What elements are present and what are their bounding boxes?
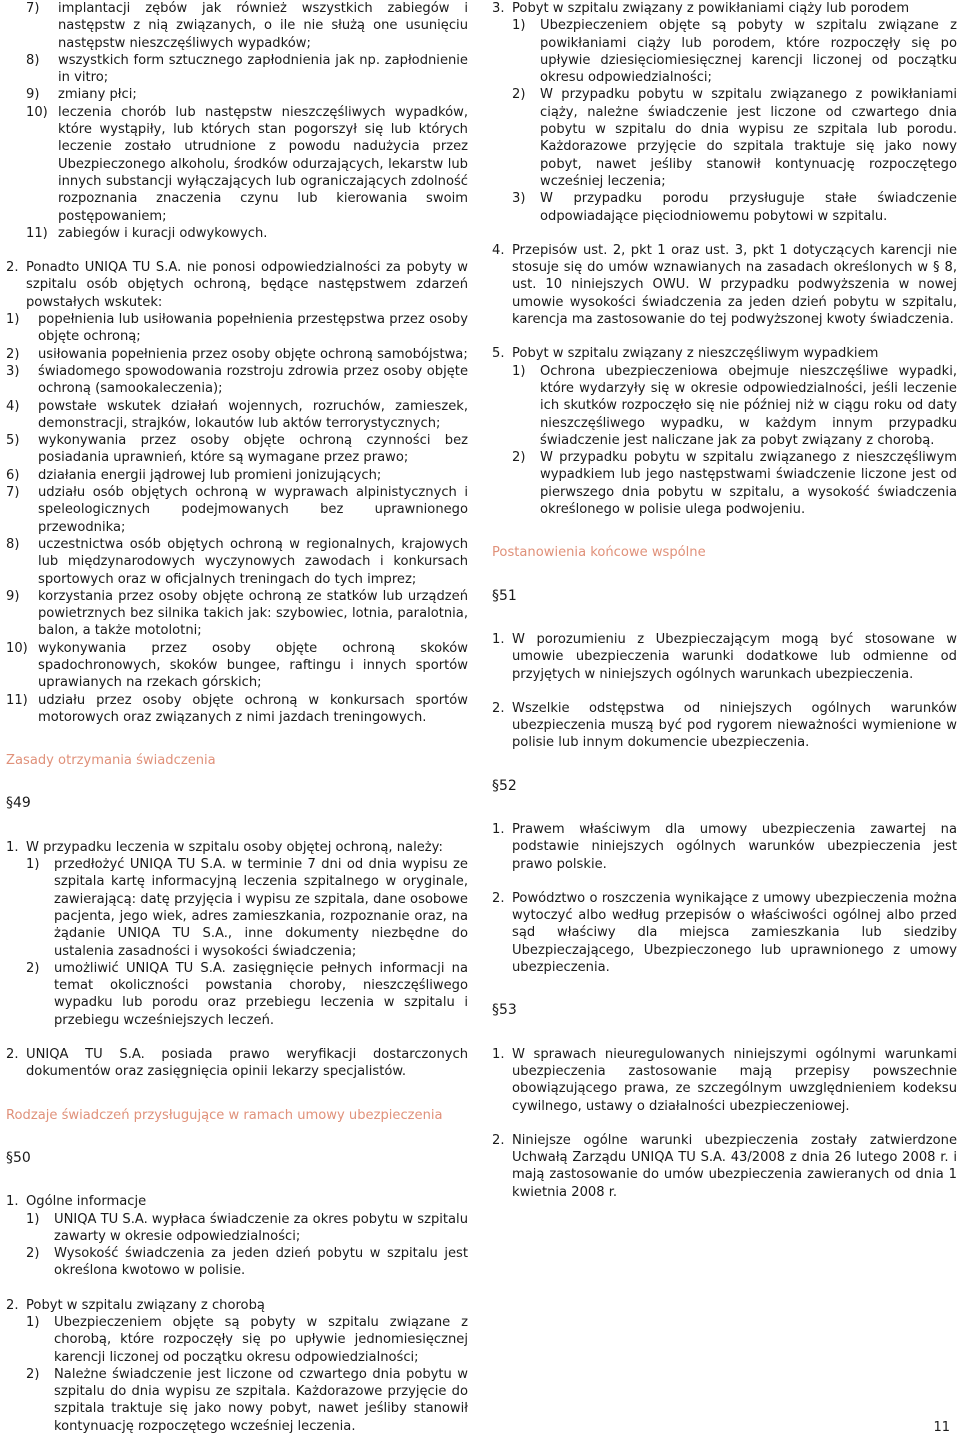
item-number: 1) (26, 857, 40, 873)
clause-text: Prawem właściwym dla umowy ubezpieczenia zawartej na podstawie niniejszych ogólnych warunków ubezpieczenia jest prawo polskie. (512, 821, 957, 872)
item-text: wykonywania przez osoby objęte ochroną czynności bez posiadania uprawnień, które są wymagane przez prawo; (38, 433, 468, 466)
list (26, 0, 468, 242)
clause-number: 2. (492, 890, 505, 906)
clause-number: 2. (492, 700, 505, 716)
list (512, 363, 957, 519)
item-text: świadomego spowodowania rozstroju zdrowia przez osoby objęte ochroną (samookaleczenia); (38, 363, 468, 397)
clause (492, 1046, 957, 1115)
item-text: W przypadku porodu przysługuje stałe świadczenie odpowiadające pięciodniowemu pobytowi w szpitalu. (540, 191, 957, 224)
item-number: 4) (6, 398, 20, 414)
item-text: udziału osób objętych ochroną w wyprawach alpinistycznych i speleologicznych podejmowanych bez uprawnionego przewodnika; (38, 485, 468, 535)
item-text: zabiegów i kuracji odwykowych. (58, 225, 268, 241)
clause (492, 1132, 957, 1201)
item-number: 1) (512, 18, 526, 34)
clause-text: Niniejsze ogólne warunki ubezpieczenia zostały zatwierdzone Uchwałą Zarządu UNIQA TU S.A. 43/2008 z dnia 26 lutego 2008 r. i mają zastosowanie do umów ubezpieczenia zawieranych od dnia 1 kwietnia 2008 r. (512, 1132, 957, 1200)
paragraph-number: §49 (6, 795, 31, 812)
list-item (26, 0, 468, 52)
list-item (26, 104, 468, 225)
clause-number: 5. (492, 346, 505, 362)
item-number: 7) (6, 485, 20, 501)
clause-number: 3. (492, 1, 505, 16)
section-heading: Zasady otrzymania świadczenia (6, 753, 216, 769)
list-item (512, 190, 957, 225)
clause (6, 839, 468, 856)
item-number: 7) (26, 1, 40, 16)
item-text: usiłowania popełnienia przez osoby objęte ochroną samobójstwa; (38, 346, 468, 362)
section-heading: Rodzaje świadczeń przysługujące w ramach umowy ubezpieczenia (6, 1107, 443, 1123)
item-text: UNIQA TU S.A. wypłaca świadczenie za okres pobytu w szpitalu zawarty w okresie odpowiedzialności; (54, 1211, 468, 1244)
list-item (26, 1314, 468, 1366)
item-number: 10) (6, 640, 28, 656)
clause (492, 890, 957, 976)
page-number: 11 (933, 1419, 950, 1435)
clause-text: Pobyt w szpitalu związany z nieszczęśliwym wypadkiem (512, 346, 879, 362)
list-item (512, 449, 957, 518)
clause-text: Pobyt w szpitalu związany z powikłaniami ciąży lub porodem (512, 1, 910, 16)
list (6, 311, 468, 726)
clause-text: Powództwo o roszczenia wynikające z umowy ubezpieczenia można wytoczyć albo według przepisów o właściwości ogólnej albo przed sąd właściwy dla miejsca zamieszkania lub siedziby Ubezpieczającego, Ubezpieczonego lub uprawnionego z umowy ubezpieczenia. (512, 890, 957, 976)
list-item (6, 432, 468, 467)
list-item (6, 640, 468, 692)
clause (492, 345, 957, 362)
list-item (6, 311, 468, 346)
list-item (512, 17, 957, 86)
clause (6, 1297, 468, 1314)
item-number: 11) (6, 692, 28, 708)
clause-number: 1. (492, 1046, 505, 1062)
item-text: Ubezpieczeniem objęte są pobyty w szpitalu związane z powikłaniami ciąży lub porodem, które rozpoczęły się po upływie dziesięciomiesięcznej karencji liczonej od początku okresu odpowiedzialności; (540, 18, 957, 86)
list-item (26, 1211, 468, 1246)
clause (6, 259, 468, 311)
clause-number: 1. (6, 839, 19, 855)
list-item (26, 86, 468, 103)
clause-number: 2. (6, 1047, 19, 1063)
item-number: 2) (6, 346, 20, 362)
list (26, 1211, 468, 1280)
clause-text: UNIQA TU S.A. posiada prawo weryfikacji dostarczonych dokumentów oraz zasięgnięcia opinii lekarzy specjalistów. (26, 1047, 468, 1080)
item-number: 2) (26, 1366, 40, 1382)
clause-number: 1. (492, 631, 505, 647)
item-number: 5) (6, 433, 20, 449)
clause-text: W sprawach nieuregulowanych niniejszymi ogólnymi warunkami ubezpieczenia zastosowanie mają przepisy powszechnie obowiązującego prawa, ze szczególnym uwzględnieniem kodeksu cywilnego, ustawy o działalności ubezpieczeniowej. (512, 1046, 957, 1114)
item-text: powstałe wskutek działań wojennych, rozruchów, zamieszek, demonstracji, strajków, lokautów lub aktów terrorystycznych; (38, 398, 468, 431)
list-item (6, 363, 468, 398)
item-number: 9) (26, 87, 40, 103)
clause-text: Przepisów ust. 2, pkt 1 oraz ust. 3, pkt 1 dotyczących karencji nie stosuje się do umów wznawianych na zasadach określonych w § 8, ust. 10 niniejszych OWU. W przypadku podwyższenia w nowej umowie wysokości świadczenia za jeden dzień pobytu w szpitalu, karencja ma zastosowanie do tej podwyższonej kwoty świadczenia. (512, 242, 957, 328)
list-item (6, 588, 468, 640)
item-text: implantacji zębów jak również wszystkich zabiegów i następstw z nią związanych, o ile nie służą one usunięciu następstw nieszczęśliwych wypadków; (58, 1, 468, 51)
item-number: 2) (26, 1246, 40, 1262)
item-number: 10) (26, 104, 48, 120)
item-text: W przypadku pobytu w szpitalu związanego z nieszczęśliwym wypadkiem lub jego następstwami świadczenie liczone jest od pierwszego dnia pobytu w szpitalu, a wysokość świadczenia określonego w polisie ulega podwojeniu. (540, 450, 957, 518)
list-item (6, 692, 468, 727)
list-item (6, 398, 468, 433)
paragraph-number: §52 (492, 777, 517, 794)
item-number: 1) (6, 312, 20, 328)
paragraph-number: §51 (492, 587, 517, 604)
list-item (26, 52, 468, 87)
list (512, 17, 957, 225)
item-number: 2) (512, 87, 526, 103)
clause-text: W porozumieniu z Ubezpieczającym mogą być stosowane w umowie ubezpieczenia warunki dodatkowe lub odmienne od przyjętych w niniejszych ogólnych warunkach ubezpieczenia. (512, 631, 957, 682)
item-text: popełnienia lub usiłowania popełnienia przestępstwa przez osoby objęte ochroną; (38, 312, 468, 345)
clause-number: 2. (6, 1297, 19, 1313)
item-text: uczestnictwa osób objętych ochroną w regionalnych, krajowych lub międzynarodowych wyczynowych zawodach i konkursach sportowych oraz w oficjalnych treningach do tych imprez; (38, 536, 468, 587)
item-text: wykonywania przez osoby objęte ochroną skoków spadochronowych, skoków bungee, raftingu i innych sportów uprawianych na rzekach górskich; (38, 640, 468, 691)
item-text: korzystania przez osoby objęte ochroną ze statków lub urządzeń powietrznych bez silnika takich jak: szybowiec, lotnia, paralotnia, balon, a także motolotni; (38, 588, 468, 639)
list-item (6, 467, 468, 484)
list-item (26, 960, 468, 1029)
paragraph-number: §50 (6, 1149, 31, 1166)
list-item (26, 1245, 468, 1280)
item-number: 3) (6, 363, 20, 379)
item-text: zmiany płci; (58, 87, 137, 103)
item-text: Wysokość świadczenia za jeden dzień pobytu w szpitalu jest określona kwotowo w polisie. (54, 1246, 468, 1279)
item-text: działania energii jądrowej lub promieni jonizujących; (38, 467, 382, 483)
item-text: leczenia chorób lub następstw nieszczęśliwych wypadków, które wystąpiły, lub których stan pogorszył się lub których leczenie zostało utrudnione z powodu nadużycia przez Ubezpieczonego alkoholu, środków odurzających, lekarstw lub innych substancji wyłączających lub ograniczających zdolność rozpoznania znaczenia czynu lub kierowania swoim postępowaniem; (58, 104, 468, 224)
clause (6, 1193, 468, 1210)
list-item (26, 1366, 468, 1435)
item-number: 8) (26, 52, 40, 68)
item-number: 1) (512, 363, 526, 379)
item-text: Ochrona ubezpieczeniowa obejmuje nieszczęśliwe wypadki, które wydarzyły się w okresie odpowiedzialności, jeśli leczenie ich skutków rozpoczęło się nie później niż w ciągu roku od daty nieszczęśliwego wypadku, w każdym innym przypadku świadczenie jest naliczane jak za pobyt związany z chorobą. (540, 363, 957, 448)
clause (492, 242, 957, 328)
clause (492, 631, 957, 683)
item-number: 11) (26, 225, 48, 241)
list-item (6, 536, 468, 588)
item-number: 9) (6, 588, 20, 604)
item-text: udziału przez osoby objęte ochroną w konkursach sportów motorowych oraz związanych z nimi jazdach treningowych. (38, 692, 468, 725)
clause (6, 1046, 468, 1081)
list-item (26, 225, 468, 242)
clause (492, 0, 957, 17)
paragraph-number: §53 (492, 1002, 517, 1019)
item-number: 1) (26, 1211, 40, 1227)
item-text: W przypadku pobytu w szpitalu związanego z powikłaniami ciąży, należne świadczenie jest liczone od czwartego dnia pobytu w szpitalu do dnia wypisu ze szpitala lub porodu. Każdorazowe przyjęcie do szpitala traktuje się jako nowy pobyt, nawet jeśliby stanowił kontynuację rozpoczętego wcześniej leczenia; (540, 87, 957, 189)
clause-text: Ponadto UNIQA TU S.A. nie ponosi odpowiedzialności za pobyty w szpitalu osób objętych ochroną, będące następstwem zdarzeń powstałych wskutek: (26, 260, 468, 310)
item-number: 1) (26, 1315, 40, 1330)
clause-text: W przypadku leczenia w szpitalu osoby objętej ochroną, należy: (26, 839, 443, 855)
item-text: Należne świadczenie jest liczone od czwartego dnia pobytu w szpitalu do dnia wypisu ze szpitala. Każdorazowe przyjęcie do szpitala traktuje się jako nowy pobyt, nawet jeśliby stanowił kontynuację rozpoczętego wcześniej leczenia. (54, 1366, 468, 1434)
clause (492, 700, 957, 752)
item-number: 3) (512, 191, 526, 207)
clause-text: Wszelkie odstępstwa od niniejszych ogólnych warunków ubezpieczenia muszą być pod rygorem nieważności wymienione w polisie lub innym dokumencie ubezpieczenia. (512, 700, 957, 751)
list (26, 856, 468, 1029)
clause-number: 1. (492, 821, 505, 837)
list-item (512, 363, 957, 449)
left-column (6, 0, 468, 1435)
section-heading: Postanowienia końcowe wspólne (492, 545, 706, 561)
clause (492, 821, 957, 873)
clause-number: 2. (492, 1132, 505, 1148)
clause-number: 2. (6, 260, 19, 276)
item-number: 6) (6, 467, 20, 483)
list-item (6, 346, 468, 363)
list-item (512, 86, 957, 190)
item-text: przedłożyć UNIQA TU S.A. w terminie 7 dni od dnia wypisu ze szpitala kartę informacyjną leczenia szpitalnego w oryginale, zawierającą: datę przyjęcia i wypisu ze szpitala, dane osobowe pacjenta, jego wiek, adres zamieszkania, rozpoznanie oraz, na żądanie UNIQA TU S.A., inne dokumenty niezbędne do ustalenia zasadności i wysokości świadczenia; (54, 857, 468, 959)
item-text: umożliwić UNIQA TU S.A. zasięgnięcie pełnych informacji na temat okoliczności powstania choroby, nieszczęśliwego wypadku lub porodu oraz przebiegu leczenia w szpitalu i przebiegu wcześniejszych leczeń. (54, 960, 468, 1028)
clause-number: 1. (6, 1194, 19, 1210)
clause-text: Ogólne informacje (26, 1194, 147, 1210)
right-column (492, 0, 957, 1201)
clause-number: 4. (492, 242, 505, 258)
item-text: wszystkich form sztucznego zapłodnienia jak np. zapłodnienie in vitro; (58, 52, 468, 86)
item-number: 2) (512, 450, 526, 466)
item-number: 2) (26, 960, 40, 976)
list-item (6, 484, 468, 536)
clause-text: Pobyt w szpitalu związany z chorobą (26, 1297, 265, 1313)
item-number: 8) (6, 536, 20, 552)
item-text: Ubezpieczeniem objęte są pobyty w szpitalu związane z chorobą, które rozpoczęły się po upływie jednomiesięcznej karencji liczonej od początku okresu odpowiedzialności; (54, 1315, 468, 1365)
list-item (26, 856, 468, 960)
list (26, 1314, 468, 1435)
